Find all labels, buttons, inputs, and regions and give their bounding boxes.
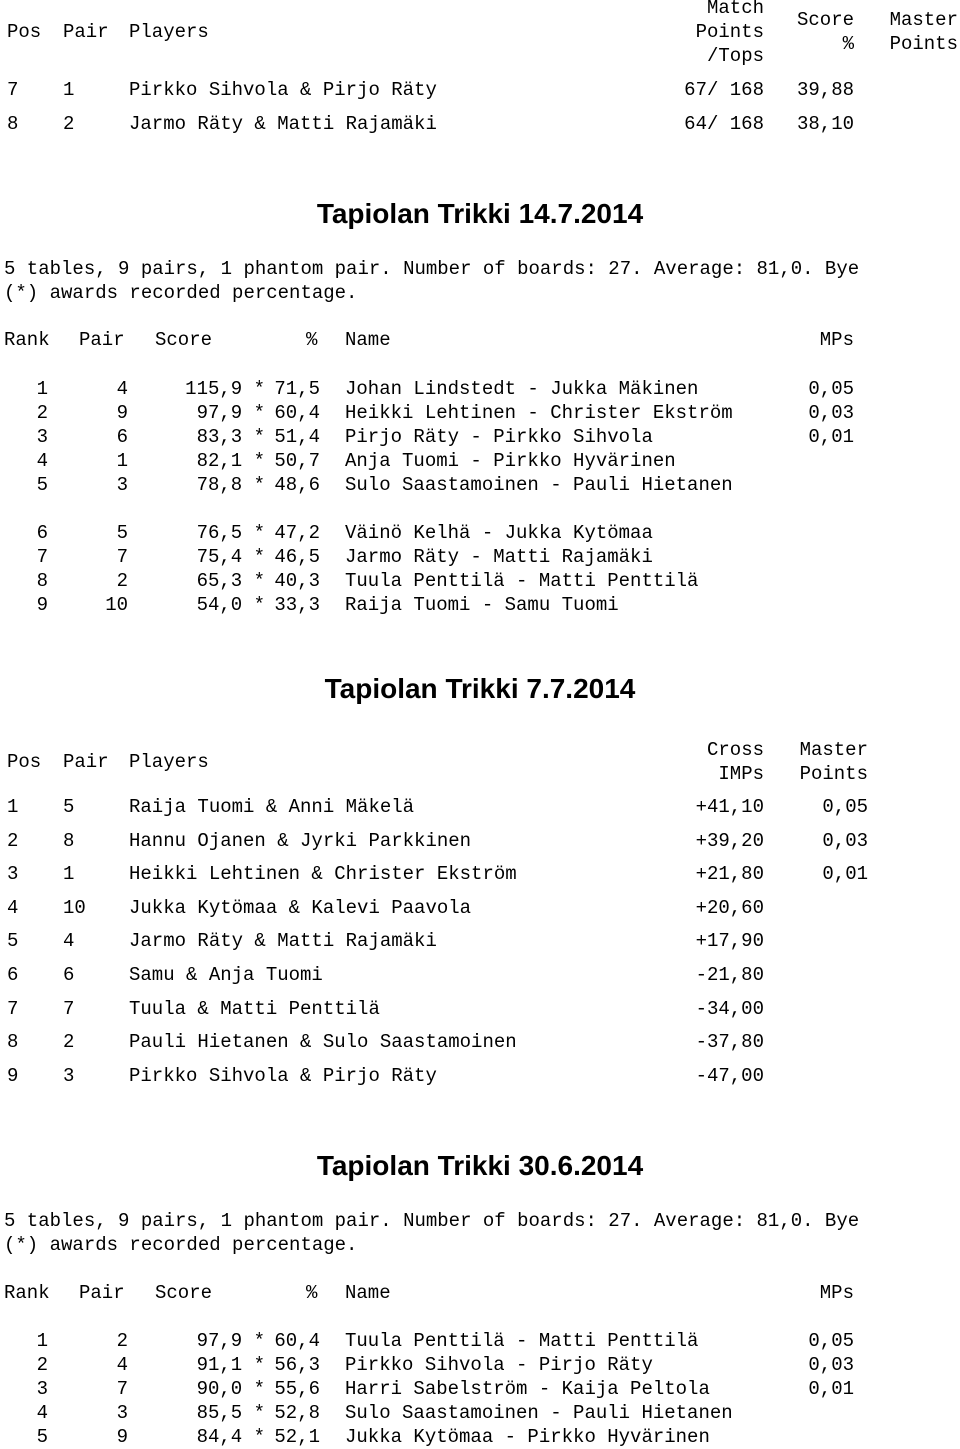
name-cell: Heikki Lehtinen - Christer Ekström <box>345 402 733 424</box>
percent-cell: 52,8 <box>274 1402 320 1424</box>
col-name-header: Name <box>345 329 391 351</box>
cross-imps-cell: -37,80 <box>695 1031 764 1054</box>
rank-cell: 2 <box>36 1354 48 1376</box>
percent-cell: 52,1 <box>274 1426 320 1448</box>
rank-cell: 1 <box>36 1330 48 1352</box>
percent-cell: 71,5 <box>274 378 320 400</box>
rank-cell: 3 <box>36 1378 48 1400</box>
name-cell: Pirkko Sihvola - Pirjo Räty <box>345 1354 653 1376</box>
match-points-cell: 67/ 168 <box>684 79 764 101</box>
cross-imps-cell: +39,20 <box>695 829 764 852</box>
rank-cell: 6 <box>36 522 48 544</box>
pair-cell: 2 <box>63 1031 75 1054</box>
rank-cell: 4 <box>36 450 48 472</box>
col-score-header: % <box>842 33 854 55</box>
rank-cell: 3 <box>36 426 48 448</box>
match-points-cell: 64/ 168 <box>684 113 764 135</box>
name-cell: Tuula Penttilä - Matti Penttilä <box>345 1330 699 1352</box>
col-master-points-header: Points <box>799 763 868 785</box>
name-cell: Sulo Saastamoinen - Pauli Hietanen <box>345 1402 733 1424</box>
event-info: (*) awards recorded percentage. <box>4 282 358 304</box>
pair-cell: 6 <box>116 426 128 448</box>
name-cell: Tuula Penttilä - Matti Penttilä <box>345 570 699 592</box>
percent-cell: 50,7 <box>274 450 320 472</box>
pair-cell: 1 <box>63 863 75 886</box>
name-cell: Jarmo Räty - Matti Rajamäki <box>345 546 653 568</box>
col-players-header: Players <box>129 21 209 43</box>
pair-cell: 3 <box>63 1064 75 1087</box>
col-cross-imps-header: IMPs <box>718 763 764 785</box>
percent-cell: 33,3 <box>274 594 320 616</box>
players-cell: Pirkko Sihvola & Pirjo Räty <box>129 1064 437 1087</box>
pair-cell: 2 <box>63 113 75 135</box>
players-cell: Samu & Anja Tuomi <box>129 964 323 986</box>
col-score-header: Score <box>796 9 854 31</box>
players-cell: Jukka Kytömaa & Kalevi Paavola <box>129 896 472 919</box>
rank-cell: 1 <box>36 378 48 400</box>
score-cell: 54,0 * <box>196 594 265 616</box>
pos-cell: 7 <box>7 997 19 1020</box>
cross-imps-cell: +20,60 <box>695 896 764 919</box>
pair-cell: 2 <box>116 1330 128 1352</box>
score-cell: 83,3 * <box>196 426 265 448</box>
percent-cell: 46,5 <box>274 546 320 568</box>
col-match-points-header: Points <box>695 21 764 43</box>
score-cell: 82,1 * <box>196 450 265 472</box>
score-cell: 91,1 * <box>196 1354 265 1376</box>
pair-cell: 7 <box>63 997 75 1020</box>
pos-cell: 6 <box>7 964 19 986</box>
score-cell: 97,9 * <box>196 402 265 424</box>
mps-cell: 0,05 <box>808 1330 854 1352</box>
mps-cell: 0,05 <box>808 378 854 400</box>
score-cell: 38,10 <box>796 113 854 135</box>
pair-cell: 9 <box>116 402 128 424</box>
pair-cell: 5 <box>63 796 75 818</box>
name-cell: Jukka Kytömaa - Pirkko Hyvärinen <box>345 1426 710 1448</box>
players-cell: Jarmo Räty & Matti Rajamäki <box>129 113 437 135</box>
col-mps-header: MPs <box>819 329 854 351</box>
col-cross-imps-header: Cross <box>706 739 764 761</box>
cross-imps-cell: -34,00 <box>695 997 764 1020</box>
rank-cell: 2 <box>36 402 48 424</box>
score-cell: 90,0 * <box>196 1378 265 1400</box>
col-percent-header: % <box>306 1282 318 1304</box>
score-cell: 75,4 * <box>196 546 265 568</box>
cross-imps-cell: -47,00 <box>695 1064 764 1087</box>
name-cell: Sulo Saastamoinen - Pauli Hietanen <box>345 474 733 496</box>
col-pos-header: Pos <box>7 21 42 43</box>
cross-imps-cell: +41,10 <box>695 796 764 818</box>
score-cell: 84,4 * <box>196 1426 265 1448</box>
master-points-cell: 0,03 <box>822 829 868 852</box>
section-title: Tapiolan Trikki 30.6.2014 <box>316 1150 644 1181</box>
percent-cell: 48,6 <box>274 474 320 496</box>
name-cell: Pirjo Räty - Pirkko Sihvola <box>345 426 653 448</box>
pair-cell: 3 <box>116 474 128 496</box>
col-mps-header: MPs <box>819 1282 854 1304</box>
rank-cell: 7 <box>36 546 48 568</box>
name-cell: Raija Tuomi - Samu Tuomi <box>345 594 619 616</box>
rank-cell: 4 <box>36 1402 48 1424</box>
score-cell: 78,8 * <box>196 474 265 496</box>
col-percent-header: % <box>306 329 318 351</box>
pair-cell: 1 <box>63 79 75 101</box>
percent-cell: 56,3 <box>274 1354 320 1376</box>
score-cell: 115,9 * <box>185 378 265 400</box>
score-cell: 85,5 * <box>196 1402 265 1424</box>
pair-cell: 2 <box>116 570 128 592</box>
pos-cell: 8 <box>7 113 19 135</box>
master-points-cell: 0,01 <box>822 863 868 886</box>
pair-cell: 4 <box>63 930 75 953</box>
percent-cell: 55,6 <box>274 1378 320 1400</box>
pair-cell: 7 <box>116 546 128 568</box>
cross-imps-cell: -21,80 <box>695 964 764 986</box>
pair-cell: 3 <box>116 1402 128 1424</box>
event-info: 5 tables, 9 pairs, 1 phantom pair. Number of boards: 27. Average: 81,0. Bye <box>4 258 860 280</box>
event-info: 5 tables, 9 pairs, 1 phantom pair. Number of boards: 27. Average: 81,0. Bye <box>4 1210 860 1232</box>
pair-cell: 4 <box>116 1354 128 1376</box>
mps-cell: 0,03 <box>808 402 854 424</box>
pos-cell: 4 <box>7 896 19 919</box>
name-cell: Anja Tuomi - Pirkko Hyvärinen <box>345 450 676 472</box>
cross-imps-cell: +21,80 <box>695 863 764 886</box>
col-match-points-header: Match <box>706 0 764 19</box>
col-match-points-header: /Tops <box>706 45 764 67</box>
percent-cell: 60,4 <box>274 1330 320 1352</box>
players-cell: Pauli Hietanen & Sulo Saastamoinen <box>129 1031 517 1054</box>
event-info: (*) awards recorded percentage. <box>4 1234 358 1256</box>
col-pair-header: Pair <box>63 751 109 773</box>
mps-cell: 0,01 <box>808 1378 854 1400</box>
col-rank-header: Rank <box>4 1282 50 1304</box>
mps-cell: 0,01 <box>808 426 854 448</box>
pos-cell: 1 <box>7 796 19 818</box>
rank-cell: 5 <box>36 1426 48 1448</box>
score-cell: 76,5 * <box>196 522 265 544</box>
players-cell: Pirkko Sihvola & Pirjo Räty <box>129 79 437 101</box>
pos-cell: 2 <box>7 829 19 852</box>
pair-cell: 10 <box>63 896 86 919</box>
players-cell: Heikki Lehtinen & Christer Ekström <box>129 863 517 886</box>
rank-cell: 9 <box>36 594 48 616</box>
pair-cell: 9 <box>116 1426 128 1448</box>
pair-cell: 7 <box>116 1378 128 1400</box>
section-title: Tapiolan Trikki 7.7.2014 <box>324 673 636 704</box>
percent-cell: 40,3 <box>274 570 320 592</box>
cross-imps-cell: +17,90 <box>695 930 764 953</box>
pair-cell: 5 <box>116 522 128 544</box>
pos-cell: 8 <box>7 1031 19 1054</box>
players-cell: Raija Tuomi & Anni Mäkelä <box>129 796 415 818</box>
col-score-header: Score <box>155 1282 213 1304</box>
col-master-points-header: Master <box>889 9 958 31</box>
col-pair-header: Pair <box>79 329 125 351</box>
pair-cell: 4 <box>116 378 128 400</box>
col-master-points-header: Points <box>889 33 958 55</box>
rank-cell: 8 <box>36 570 48 592</box>
col-master-points-header: Master <box>799 739 868 761</box>
col-name-header: Name <box>345 1282 391 1304</box>
name-cell: Väinö Kelhä - Jukka Kytömaa <box>345 522 653 544</box>
col-rank-header: Rank <box>4 329 50 351</box>
pair-cell: 8 <box>63 829 75 852</box>
mps-cell: 0,03 <box>808 1354 854 1376</box>
players-cell: Jarmo Räty & Matti Rajamäki <box>129 930 437 953</box>
score-cell: 97,9 * <box>196 1330 265 1352</box>
master-points-cell: 0,05 <box>822 796 868 818</box>
score-cell: 39,88 <box>796 79 854 101</box>
pos-cell: 5 <box>7 930 19 953</box>
name-cell: Johan Lindstedt - Jukka Mäkinen <box>345 378 699 400</box>
pos-cell: 7 <box>7 79 19 101</box>
percent-cell: 60,4 <box>274 402 320 424</box>
section-title: Tapiolan Trikki 14.7.2014 <box>316 198 644 229</box>
score-cell: 65,3 * <box>196 570 265 592</box>
pos-cell: 9 <box>7 1064 19 1087</box>
col-score-header: Score <box>155 329 213 351</box>
col-pair-header: Pair <box>79 1282 125 1304</box>
pair-cell: 1 <box>116 450 128 472</box>
col-pos-header: Pos <box>7 751 42 773</box>
percent-cell: 47,2 <box>274 522 320 544</box>
pos-cell: 3 <box>7 863 19 886</box>
col-players-header: Players <box>129 751 209 773</box>
players-cell: Hannu Ojanen & Jyrki Parkkinen <box>129 829 472 852</box>
col-pair-header: Pair <box>63 21 109 43</box>
players-cell: Tuula & Matti Penttilä <box>129 997 380 1020</box>
percent-cell: 51,4 <box>274 426 320 448</box>
pair-cell: 6 <box>63 964 75 986</box>
name-cell: Harri Sabelström - Kaija Peltola <box>345 1378 710 1400</box>
rank-cell: 5 <box>36 474 48 496</box>
pair-cell: 10 <box>105 594 128 616</box>
